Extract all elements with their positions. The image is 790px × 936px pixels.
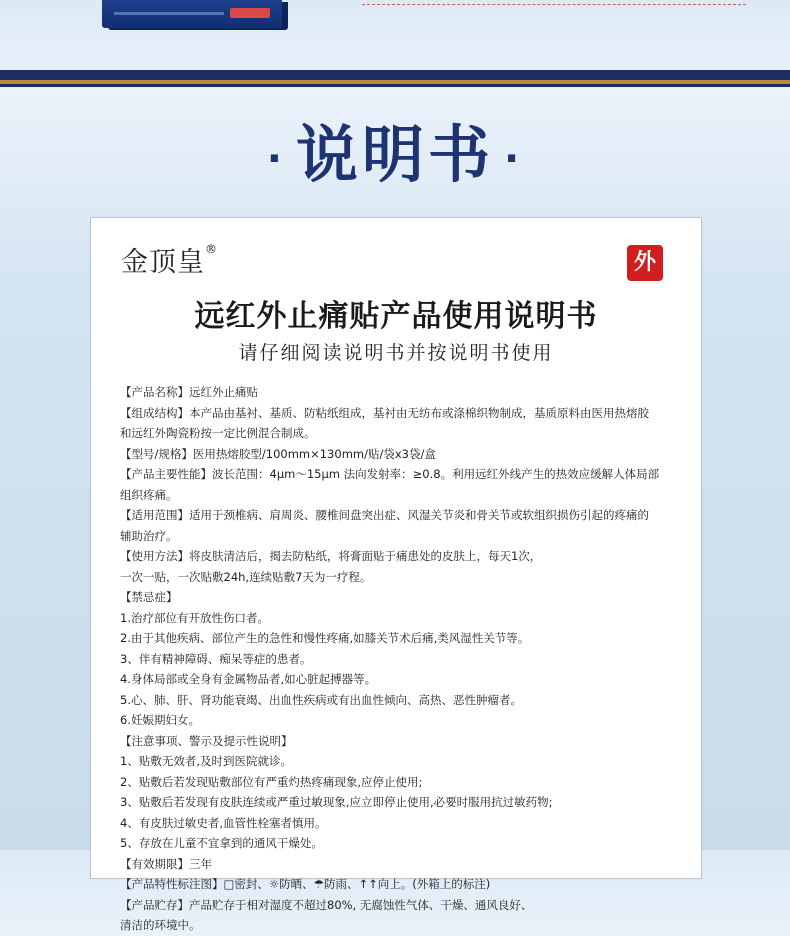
navy-bar	[0, 70, 790, 80]
dashed-divider	[362, 4, 746, 5]
heading-text: 说明书	[295, 118, 494, 191]
text-line: 1、贴敷无效者,及时到医院就诊。	[120, 754, 292, 768]
external-use-badge: 外	[627, 245, 663, 281]
heading-dot-right: ·	[504, 135, 524, 182]
text-line: 3、贴敷后若发现有皮肤连续或严重过敏现象,应立即停止使用,必要时服用抗过敏药物;	[120, 795, 553, 809]
instruction-card	[90, 217, 702, 932]
navy-bar-thin	[0, 84, 790, 87]
text-line: 辅助治疗。	[120, 528, 178, 543]
top-banner	[0, 0, 790, 70]
text-line: 【产品主要性能】波长范围：4μm～15μm 法向发射率：≥0.8。利用远红外线产生的热效应缓解人体局部	[120, 467, 660, 481]
box-strip	[114, 12, 224, 15]
text-line: 3、伴有精神障碍、痴呆等症的患者。	[120, 651, 312, 666]
text-line: 1.治疗部位有开放性伤口者。	[120, 610, 269, 625]
text-line: 2.由于其他疾病、部位产生的急性和慢性疼痛,如膝关节术后痛,类风湿性关节等。	[120, 631, 530, 645]
text-line: 组织疼痛。	[120, 487, 178, 502]
text-line: 和远红外陶瓷粉按一定比例混合制成。	[120, 426, 316, 440]
text-line: 【注意事项、警示及提示性说明】	[120, 733, 293, 748]
text-line: 【禁忌症】	[120, 590, 178, 604]
text-line: 6.妊娠期妇女。	[120, 713, 200, 727]
instruction-body	[120, 382, 680, 936]
document-subtitle: 请仔细阅读说明书并按说明书使用	[238, 342, 554, 364]
text-line: 清洁的环境中。	[120, 918, 201, 932]
text-line: 【使用方法】将皮肤清洁后，揭去防粘纸，将膏面贴于痛患处的皮肤上，每天1次，	[120, 549, 542, 563]
text-line: 【组成结构】本产品由基衬、基质、防粘纸组成，基衬由无纺布或涤棉织物制成，基质原料由医用热熔胶	[120, 405, 649, 420]
product-box-image	[102, 0, 282, 28]
brand-logo	[121, 240, 218, 279]
section-heading	[0, 115, 790, 195]
text-line: 5、存放在儿童不宜拿到的通风干燥处。	[120, 836, 323, 850]
text-line: 2、贴敷后若发现贴敷部位有严重灼热疼痛现象,应停止使用;	[120, 774, 423, 789]
text-line: 【型号/规格】医用热熔胶型/100mm×130mm/贴/袋x3袋/盒	[120, 446, 436, 461]
text-line: 5.心、肺、肝、肾功能衰竭、出血性疾病或有出血性倾向、高热、恶性肿瘤者。	[120, 692, 522, 707]
text-line: 【适用范围】适用于颈椎病、肩周炎、腰椎间盘突出症、风湿关节炎和骨关节或软组织损伤引起的疼痛的	[120, 508, 649, 522]
registered-mark: ®	[205, 242, 218, 256]
brand-name: 金顶皇	[121, 247, 205, 278]
text-line: 【产品名称】远红外止痛贴	[120, 385, 258, 399]
heading-dot-left: ·	[266, 135, 286, 182]
text-line: 【产品特性标注图】□密封、☼防晒、☂防雨、↑↑向上。(外箱上的标注)	[120, 877, 491, 891]
document-title: 远红外止痛贴产品使用说明书	[194, 299, 598, 334]
text-line: 一次一贴，一次贴敷24h,连续贴敷7天为一疗程。	[120, 569, 372, 584]
text-line: 4、有皮肤过敏史者,血管性栓塞者慎用。	[120, 815, 327, 830]
text-line: 4.身体局部或全身有金属物品者,如心脏起搏器等。	[120, 672, 377, 686]
text-line: 【有效期限】三年	[120, 856, 212, 871]
text-line: 【产品贮存】产品贮存于相对湿度不超过80%, 无腐蚀性气体、干燥、通风良好、	[120, 897, 533, 912]
box-tag	[230, 8, 270, 18]
